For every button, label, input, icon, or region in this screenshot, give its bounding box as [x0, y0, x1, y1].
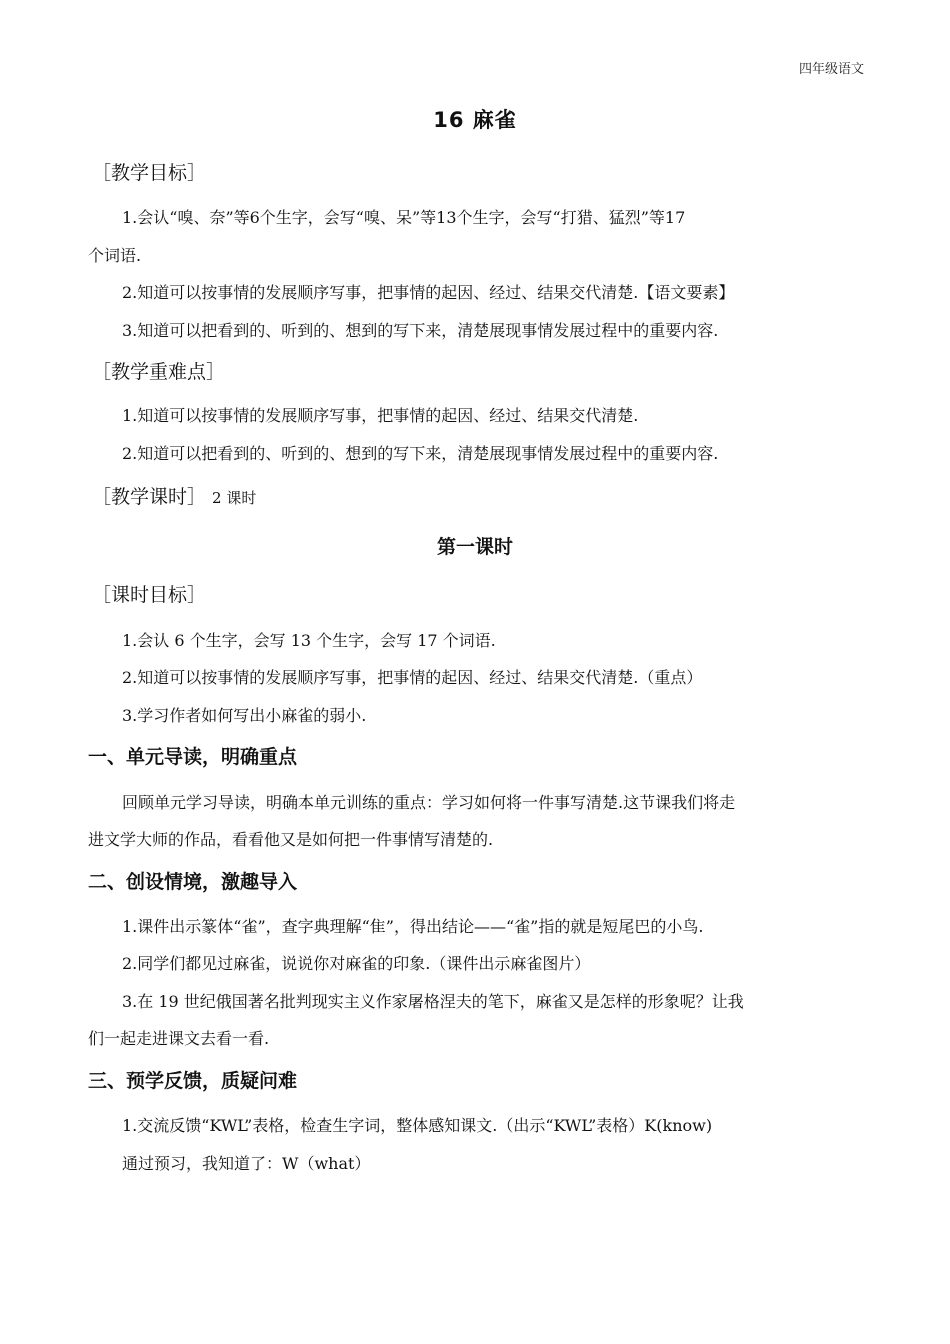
class-hours-heading [92, 482, 256, 509]
section-three-line: 1.交流反馈“KWL”表格，检查生字词，整体感知课文.（出示“KWL”表格）K(know) [122, 1116, 713, 1135]
section-two-line: 2.同学们都见过麻雀，说说你对麻雀的印象.（课件出示麻雀图片） [122, 954, 591, 973]
section-two-line: 1.课件出示篆体“雀”，查字典理解“隹”，得出结论——“雀”指的就是短尾巴的小鸟. [122, 917, 704, 936]
lesson-goals-heading: ［课时目标］ [92, 584, 207, 606]
section-two-line: 们一起走进课文去看一看. [88, 1029, 270, 1048]
section-one-line: 进文学大师的作品，看看他又是如何把一件事情写清楚的. [88, 830, 494, 849]
lesson-goal-line: 2.知道可以按事情的发展顺序写事，把事情的起因、经过、结果交代清楚.（重点） [122, 668, 703, 687]
section-two-line: 3.在 19 世纪俄国著名批判现实主义作家屠格涅夫的笔下，麻雀又是怎样的形象呢？让我 [122, 992, 744, 1011]
document-title: 16 麻雀 [433, 108, 517, 132]
section-two-heading: 二、创设情境，激趣导入 [88, 871, 298, 893]
key-difficulty-line: 2.知道可以把看到的、听到的、想到的写下来，清楚展现事情发展过程中的重要内容. [122, 444, 719, 463]
section-one-line: 回顾单元学习导读，明确本单元训练的重点：学习如何将一件事写清楚.这节课我们将走 [122, 793, 736, 812]
teaching-goal-line: 个词语. [88, 246, 142, 265]
teaching-goals-heading: ［教学目标］ [92, 162, 207, 184]
lesson-goal-line: 1.会认 6 个生字，会写 13 个生字，会写 17 个词语. [122, 631, 496, 650]
section-three-line: 通过预习，我知道了：W（what） [122, 1154, 371, 1173]
teaching-goal-line: 2.知道可以按事情的发展顺序写事，把事情的起因、经过、结果交代清楚.【语文要素】 [122, 283, 735, 302]
section-one-heading: 一、单元导读，明确重点 [88, 746, 298, 768]
key-difficulties-heading: ［教学重难点］ [92, 361, 226, 383]
header-grade-subject: 四年级语文 [798, 62, 864, 77]
lesson-one-heading: 第一课时 [436, 536, 513, 558]
teaching-goal-line: 1.会认“嗅、奈”等6个生字，会写“嗅、呆”等13个生字，会写“打猎、猛烈”等17 [122, 208, 686, 227]
class-hours-label: ［教学课时］ [92, 486, 207, 508]
section-three-heading: 三、预学反馈，质疑问难 [88, 1070, 298, 1092]
key-difficulty-line: 1.知道可以按事情的发展顺序写事，把事情的起因、经过、结果交代清楚. [122, 406, 639, 425]
teaching-goal-line: 3.知道可以把看到的、听到的、想到的写下来，清楚展现事情发展过程中的重要内容. [122, 321, 719, 340]
class-hours-value: 2 课时 [212, 489, 257, 507]
lesson-goal-line: 3.学习作者如何写出小麻雀的弱小. [122, 706, 367, 725]
